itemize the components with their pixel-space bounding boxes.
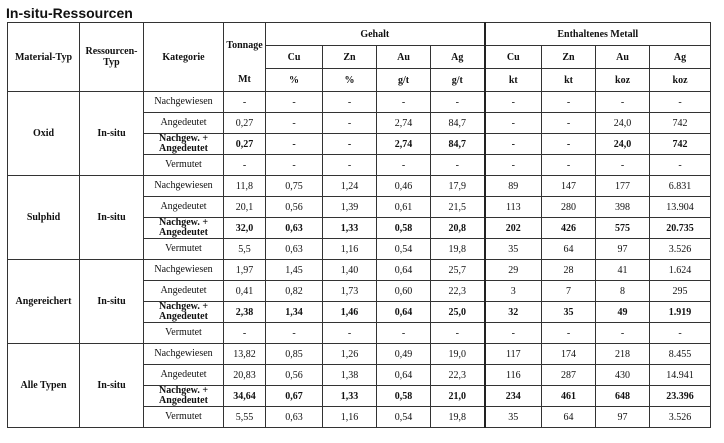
value-cell: 1.919 — [650, 302, 711, 323]
value-cell: 20,8 — [431, 218, 485, 239]
value-cell: 0,54 — [377, 407, 431, 428]
value-cell: 49 — [596, 302, 650, 323]
table-body — [8, 92, 711, 428]
kategorie-cell: Nachgewiesen — [144, 344, 224, 365]
value-cell: - — [266, 92, 323, 113]
kategorie-cell: Nachgew. + Angedeutet — [144, 134, 224, 155]
value-cell: 13,82 — [224, 344, 266, 365]
value-cell: 1,97 — [224, 260, 266, 281]
value-cell: 1,33 — [323, 386, 377, 407]
value-cell: 461 — [542, 386, 596, 407]
kategorie-cell: Nachgewiesen — [144, 176, 224, 197]
value-cell: - — [542, 155, 596, 176]
value-cell: - — [431, 323, 485, 344]
value-cell: - — [485, 323, 542, 344]
table-row — [8, 176, 711, 197]
value-cell: 0,61 — [377, 197, 431, 218]
kategorie-cell: Vermutet — [144, 407, 224, 428]
value-cell: - — [323, 92, 377, 113]
value-cell: 2,74 — [377, 113, 431, 134]
value-cell: 174 — [542, 344, 596, 365]
value-cell: 89 — [485, 176, 542, 197]
value-cell: - — [266, 134, 323, 155]
value-cell: 64 — [542, 407, 596, 428]
table-row — [8, 92, 711, 113]
value-cell: 398 — [596, 197, 650, 218]
header-gehalt-zn: Zn — [323, 46, 377, 69]
value-cell: - — [485, 155, 542, 176]
value-cell: 0,27 — [224, 113, 266, 134]
value-cell: - — [323, 134, 377, 155]
value-cell: 2,74 — [377, 134, 431, 155]
value-cell: 35 — [542, 302, 596, 323]
value-cell: 28 — [542, 260, 596, 281]
value-cell: 1,73 — [323, 281, 377, 302]
header-ressourcen-typ: Ressourcen-Typ — [80, 23, 144, 92]
value-cell: 19,8 — [431, 407, 485, 428]
header-tonnage: Tonnage — [224, 23, 266, 69]
value-cell: 0,82 — [266, 281, 323, 302]
value-cell: - — [323, 113, 377, 134]
value-cell: 1.624 — [650, 260, 711, 281]
value-cell: 8.455 — [650, 344, 711, 365]
value-cell: 0,49 — [377, 344, 431, 365]
value-cell: 648 — [596, 386, 650, 407]
value-cell: 97 — [596, 407, 650, 428]
value-cell: 7 — [542, 281, 596, 302]
value-cell: 0,46 — [377, 176, 431, 197]
value-cell: 5,5 — [224, 239, 266, 260]
value-cell: 1,26 — [323, 344, 377, 365]
unit-gehalt-au: g/t — [377, 69, 431, 92]
value-cell: - — [266, 155, 323, 176]
kategorie-cell: Vermutet — [144, 323, 224, 344]
value-cell: - — [485, 134, 542, 155]
value-cell: 1,34 — [266, 302, 323, 323]
header-gehalt: Gehalt — [266, 23, 485, 46]
unit-gehalt-zn: % — [323, 69, 377, 92]
value-cell: - — [650, 92, 711, 113]
value-cell: - — [431, 92, 485, 113]
value-cell: 35 — [485, 407, 542, 428]
value-cell: - — [542, 323, 596, 344]
value-cell: 5,55 — [224, 407, 266, 428]
material-typ-cell: Sulphid — [8, 176, 80, 260]
value-cell: 32,0 — [224, 218, 266, 239]
material-typ-cell: Alle Typen — [8, 344, 80, 428]
header-metall-ag: Ag — [650, 46, 711, 69]
value-cell: 1,33 — [323, 218, 377, 239]
value-cell: - — [650, 155, 711, 176]
unit-gehalt-ag: g/t — [431, 69, 485, 92]
header-metall-au: Au — [596, 46, 650, 69]
value-cell: - — [266, 323, 323, 344]
value-cell: 21,0 — [431, 386, 485, 407]
kategorie-cell: Angedeutet — [144, 365, 224, 386]
value-cell: 11,8 — [224, 176, 266, 197]
value-cell: - — [224, 323, 266, 344]
value-cell: 20,1 — [224, 197, 266, 218]
value-cell: - — [323, 323, 377, 344]
value-cell: 6.831 — [650, 176, 711, 197]
kategorie-cell: Vermutet — [144, 239, 224, 260]
header-enthaltenes-metall: Enthaltenes Metall — [485, 23, 711, 46]
value-cell: 19,8 — [431, 239, 485, 260]
value-cell: 29 — [485, 260, 542, 281]
value-cell: - — [266, 113, 323, 134]
value-cell: 25,7 — [431, 260, 485, 281]
value-cell: 22,3 — [431, 281, 485, 302]
value-cell: - — [542, 113, 596, 134]
value-cell: 0,27 — [224, 134, 266, 155]
value-cell: 1,24 — [323, 176, 377, 197]
value-cell: 113 — [485, 197, 542, 218]
value-cell: 17,9 — [431, 176, 485, 197]
value-cell: 287 — [542, 365, 596, 386]
unit-tonnage: Mt — [224, 69, 266, 92]
value-cell: - — [377, 92, 431, 113]
header-gehalt-ag: Ag — [431, 46, 485, 69]
header-metall-cu: Cu — [485, 46, 542, 69]
value-cell: 0,58 — [377, 386, 431, 407]
ressourcen-typ-cell: In-situ — [80, 176, 144, 260]
value-cell: 3.526 — [650, 407, 711, 428]
value-cell: 0,64 — [377, 365, 431, 386]
value-cell: - — [377, 155, 431, 176]
value-cell: 1,38 — [323, 365, 377, 386]
kategorie-cell: Vermutet — [144, 155, 224, 176]
value-cell: 0,60 — [377, 281, 431, 302]
value-cell: - — [224, 155, 266, 176]
value-cell: - — [323, 155, 377, 176]
value-cell: 1,16 — [323, 407, 377, 428]
value-cell: 19,0 — [431, 344, 485, 365]
kategorie-cell: Nachgew. + Angedeutet — [144, 218, 224, 239]
value-cell: 426 — [542, 218, 596, 239]
value-cell: 0,63 — [266, 218, 323, 239]
value-cell: 2,38 — [224, 302, 266, 323]
value-cell: 1,46 — [323, 302, 377, 323]
value-cell: 1,45 — [266, 260, 323, 281]
unit-metall-ag: koz — [650, 69, 711, 92]
value-cell: 20.735 — [650, 218, 711, 239]
value-cell: 13.904 — [650, 197, 711, 218]
value-cell: 177 — [596, 176, 650, 197]
value-cell: 8 — [596, 281, 650, 302]
kategorie-cell: Angedeutet — [144, 113, 224, 134]
value-cell: 24,0 — [596, 134, 650, 155]
value-cell: 20,83 — [224, 365, 266, 386]
value-cell: - — [542, 92, 596, 113]
header-material-typ: Material-Typ — [8, 23, 80, 92]
value-cell: 35 — [485, 239, 542, 260]
value-cell: 202 — [485, 218, 542, 239]
value-cell: 0,63 — [266, 239, 323, 260]
value-cell: 0,58 — [377, 218, 431, 239]
value-cell: 1,40 — [323, 260, 377, 281]
ressourcen-typ-cell: In-situ — [80, 344, 144, 428]
value-cell: 0,67 — [266, 386, 323, 407]
value-cell: - — [377, 323, 431, 344]
value-cell: - — [485, 113, 542, 134]
value-cell: 34,64 — [224, 386, 266, 407]
value-cell: 742 — [650, 113, 711, 134]
unit-metall-au: koz — [596, 69, 650, 92]
value-cell: 64 — [542, 239, 596, 260]
kategorie-cell: Angedeutet — [144, 197, 224, 218]
value-cell: - — [596, 92, 650, 113]
value-cell: 280 — [542, 197, 596, 218]
value-cell: - — [650, 323, 711, 344]
value-cell: 234 — [485, 386, 542, 407]
value-cell: 84,7 — [431, 113, 485, 134]
value-cell: 1,16 — [323, 239, 377, 260]
value-cell: 0,85 — [266, 344, 323, 365]
value-cell: - — [596, 323, 650, 344]
value-cell: 117 — [485, 344, 542, 365]
header-gehalt-au: Au — [377, 46, 431, 69]
ressourcen-typ-cell: In-situ — [80, 260, 144, 344]
value-cell: 0,75 — [266, 176, 323, 197]
value-cell: 84,7 — [431, 134, 485, 155]
ressourcen-typ-cell: In-situ — [80, 92, 144, 176]
value-cell: - — [431, 155, 485, 176]
value-cell: 14.941 — [650, 365, 711, 386]
kategorie-cell: Nachgewiesen — [144, 260, 224, 281]
value-cell: 23.396 — [650, 386, 711, 407]
value-cell: 24,0 — [596, 113, 650, 134]
material-typ-cell: Oxid — [8, 92, 80, 176]
value-cell: 0,64 — [377, 302, 431, 323]
unit-gehalt-cu: % — [266, 69, 323, 92]
value-cell: 0,63 — [266, 407, 323, 428]
kategorie-cell: Angedeutet — [144, 281, 224, 302]
value-cell: 575 — [596, 218, 650, 239]
header-kategorie: Kategorie — [144, 23, 224, 92]
value-cell: - — [596, 155, 650, 176]
table-row — [8, 260, 711, 281]
unit-metall-cu: kt — [485, 69, 542, 92]
value-cell: 25,0 — [431, 302, 485, 323]
table-row — [8, 344, 711, 365]
value-cell: - — [224, 92, 266, 113]
value-cell: 0,41 — [224, 281, 266, 302]
value-cell: 742 — [650, 134, 711, 155]
resources-table — [7, 22, 711, 428]
value-cell: 22,3 — [431, 365, 485, 386]
value-cell: 3 — [485, 281, 542, 302]
page-title: In-situ-Ressourcen — [6, 5, 133, 21]
value-cell: - — [542, 134, 596, 155]
header-metall-zn: Zn — [542, 46, 596, 69]
value-cell: 1,39 — [323, 197, 377, 218]
value-cell: 32 — [485, 302, 542, 323]
value-cell: 430 — [596, 365, 650, 386]
value-cell: 218 — [596, 344, 650, 365]
value-cell: 295 — [650, 281, 711, 302]
material-typ-cell: Angereichert — [8, 260, 80, 344]
header-gehalt-cu: Cu — [266, 46, 323, 69]
value-cell: - — [485, 92, 542, 113]
value-cell: 116 — [485, 365, 542, 386]
value-cell: 0,56 — [266, 365, 323, 386]
kategorie-cell: Nachgew. + Angedeutet — [144, 386, 224, 407]
value-cell: 21,5 — [431, 197, 485, 218]
value-cell: 0,64 — [377, 260, 431, 281]
unit-metall-zn: kt — [542, 69, 596, 92]
kategorie-cell: Nachgew. + Angedeutet — [144, 302, 224, 323]
value-cell: 97 — [596, 239, 650, 260]
value-cell: 41 — [596, 260, 650, 281]
kategorie-cell: Nachgewiesen — [144, 92, 224, 113]
value-cell: 147 — [542, 176, 596, 197]
value-cell: 0,56 — [266, 197, 323, 218]
value-cell: 3.526 — [650, 239, 711, 260]
value-cell: 0,54 — [377, 239, 431, 260]
